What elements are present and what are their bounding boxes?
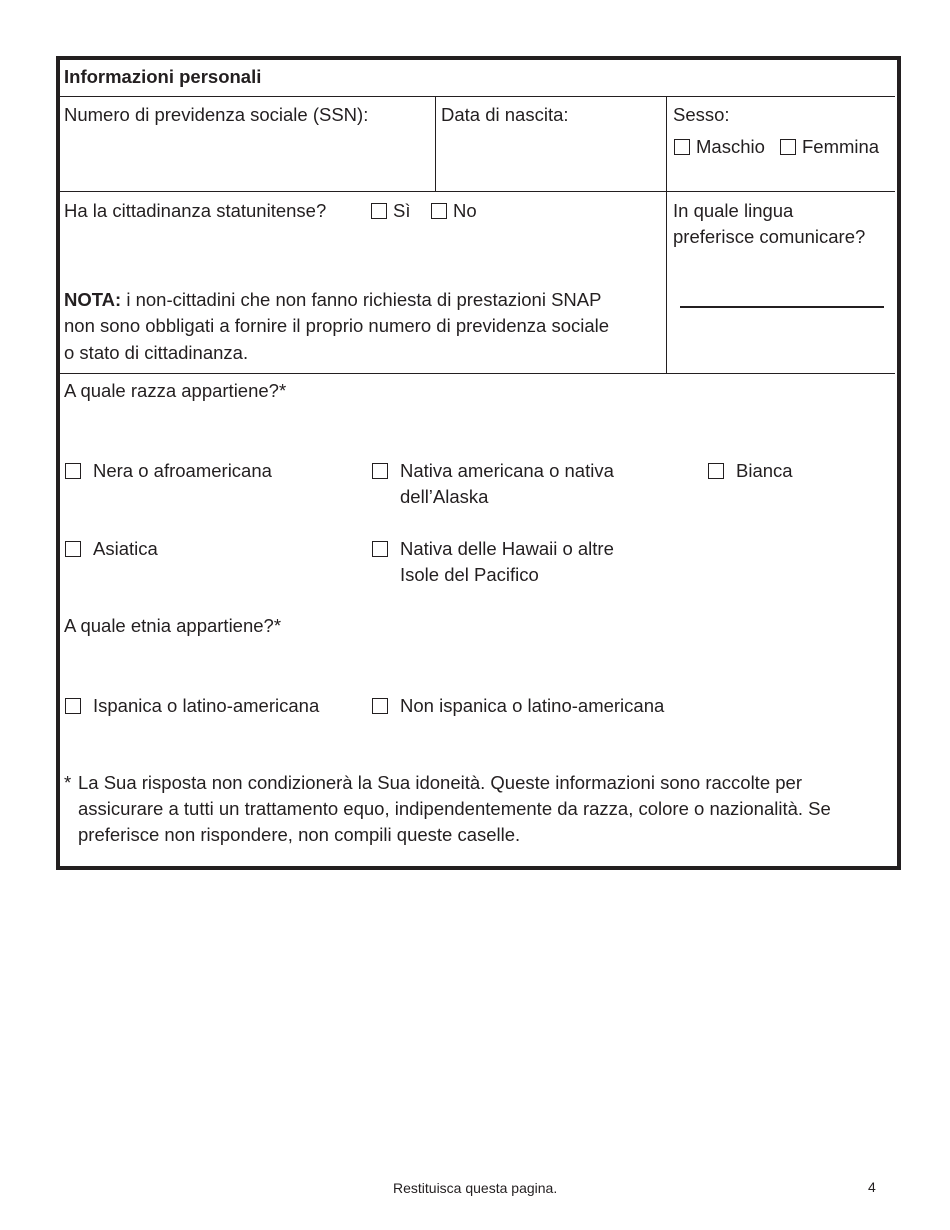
- ethnicity-hispanic-checkbox[interactable]: [65, 698, 81, 714]
- race-hawaiian-label-line-2: Isole del Pacifico: [400, 564, 539, 585]
- language-question-line-1: In quale lingua: [673, 200, 794, 221]
- sex-male-checkbox[interactable]: [674, 139, 690, 155]
- race-native-american-label-line-1: Nativa americana o nativa: [400, 460, 614, 481]
- sex-label: Sesso:: [673, 104, 730, 125]
- race-white-label: Bianca: [736, 460, 793, 481]
- disclaimer-star: *: [64, 772, 72, 793]
- race-white-checkbox[interactable]: [708, 463, 724, 479]
- note-line-3: o stato di cittadinanza.: [64, 342, 249, 363]
- sex-female-checkbox[interactable]: [780, 139, 796, 155]
- dob-label: Data di nascita:: [441, 104, 569, 125]
- citizenship-yes-label: Sì: [393, 200, 411, 221]
- note-line-1: [64, 287, 601, 313]
- divider: [435, 96, 436, 191]
- race-asian-checkbox[interactable]: [65, 541, 81, 557]
- ethnicity-non-hispanic-label: Non ispanica o latino-americana: [400, 695, 665, 716]
- divider: [666, 96, 667, 373]
- disclaimer-line-3: preferisce non rispondere, non compili queste caselle.: [78, 824, 521, 845]
- race-native-american-label-line-2: dell’Alaska: [400, 486, 489, 507]
- citizenship-no-label: No: [453, 200, 477, 221]
- note-line-2: non sono obbligati a fornire il proprio numero di previdenza sociale: [64, 315, 610, 336]
- note-bold-label: NOTA:: [64, 289, 122, 310]
- race-black-checkbox[interactable]: [65, 463, 81, 479]
- race-native-american-checkbox[interactable]: [372, 463, 388, 479]
- divider: [58, 373, 895, 374]
- race-asian-label: Asiatica: [93, 538, 158, 559]
- race-question: A quale razza appartiene?*: [64, 380, 287, 401]
- citizenship-question: Ha la cittadinanza statunitense?: [64, 200, 327, 221]
- disclaimer-line-2: assicurare a tutti un trattamento equo, indipendentemente da razza, colore o nazionalità. Se: [78, 798, 831, 819]
- citizenship-yes-checkbox[interactable]: [371, 203, 387, 219]
- ethnicity-non-hispanic-checkbox[interactable]: [372, 698, 388, 714]
- divider: [58, 96, 895, 97]
- citizenship-no-checkbox[interactable]: [431, 203, 447, 219]
- section-title: Informazioni personali: [64, 66, 262, 87]
- page-number: 4: [868, 1179, 876, 1195]
- ethnicity-question: A quale etnia appartiene?*: [64, 615, 282, 636]
- return-page-instruction: Restituisca questa pagina.: [393, 1180, 558, 1196]
- note-text: i non-cittadini che non fanno richiesta di prestazioni SNAP: [121, 289, 602, 310]
- disclaimer-line-1: La Sua risposta non condizionerà la Sua idoneità. Queste informazioni sono raccolte per: [78, 772, 802, 793]
- sex-male-label: Maschio: [696, 136, 765, 157]
- ethnicity-hispanic-label: Ispanica o latino-americana: [93, 695, 320, 716]
- race-hawaiian-label-line-1: Nativa delle Hawaii o altre: [400, 538, 614, 559]
- race-hawaiian-checkbox[interactable]: [372, 541, 388, 557]
- ssn-label: Numero di previdenza sociale (SSN):: [64, 104, 369, 125]
- race-black-label: Nera o afroamericana: [93, 460, 272, 481]
- language-question-line-2: preferisce comunicare?: [673, 226, 866, 247]
- sex-female-label: Femmina: [802, 136, 880, 157]
- divider: [58, 191, 895, 192]
- language-input-line[interactable]: [680, 306, 884, 308]
